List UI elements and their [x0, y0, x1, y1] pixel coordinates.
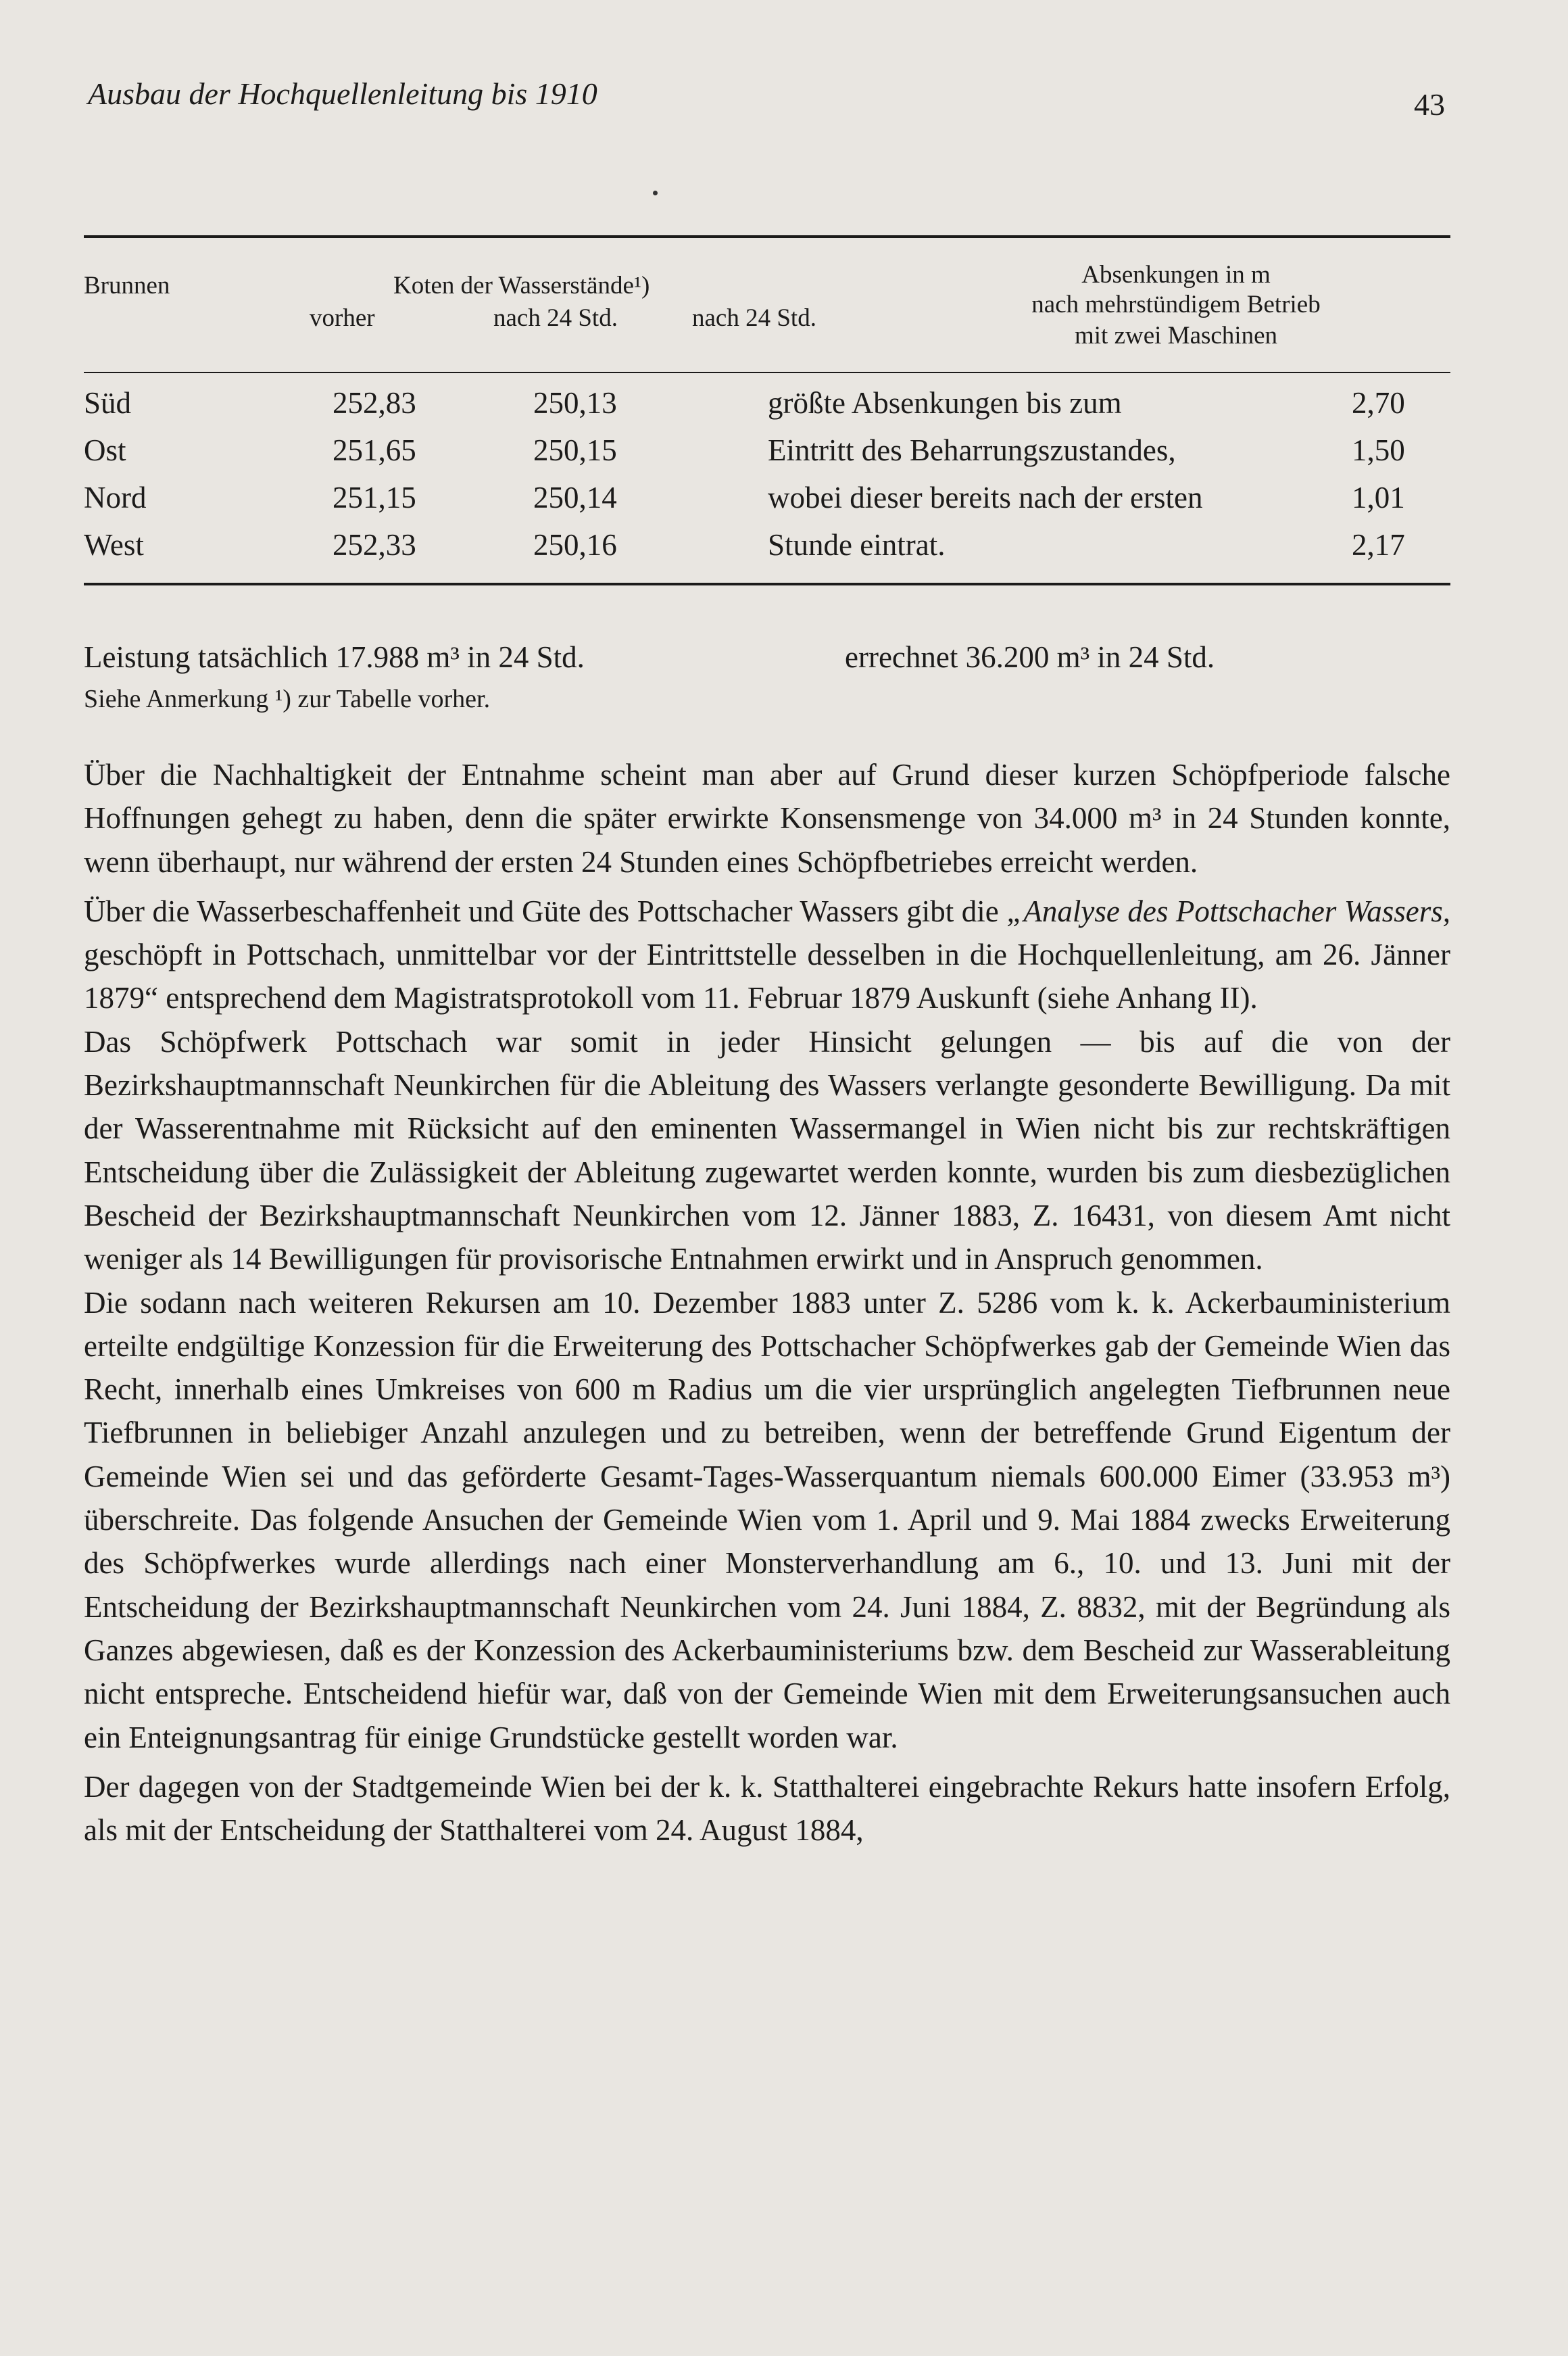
table-row — [84, 480, 1450, 527]
cell-note: größte Absenkungen bis zum — [768, 386, 1122, 420]
cell-nach-24-std: 250,16 — [533, 528, 617, 562]
italic-title: „Analyse des Pottschacher Wassers, — [1006, 894, 1450, 928]
table-row — [84, 527, 1450, 575]
header-absenkungen-2: nach mehrstündigem Betrieb — [1031, 291, 1321, 318]
summary-calculated: errechnet 36.200 m³ in 24 Std. — [845, 640, 1215, 674]
paragraph: Der dagegen von der Stadtgemeinde Wien bei der k. k. Statthalterei eingebrachte Rekurs hatte insofern Erfolg, als mit der Entscheidung der Statthalterei vom 24. August 1884, — [84, 1769, 1450, 1848]
cell-brunnen: West — [84, 528, 144, 562]
cell-note: wobei dieser bereits nach der ersten — [768, 481, 1203, 514]
header-vorher: vorher — [310, 304, 375, 332]
paragraph-text: geschöpft in Pottschach, unmittelbar vor der Eintrittstelle desselben in die Hochquellenleitung, am 26. Jänner 1879“ entsprechend dem Magistratsprotokoll vom 11. Februar 1879 Auskunft (siehe Anhang II). — [84, 938, 1450, 1015]
table-row — [84, 433, 1450, 480]
cell-nach-24-std: 250,13 — [533, 386, 617, 420]
cell-note: Stunde eintrat. — [768, 528, 946, 562]
body-text — [84, 753, 1450, 1852]
table-footnote: Siehe Anmerkung ¹) zur Tabelle vorher. — [84, 685, 491, 713]
cell-brunnen: Süd — [84, 386, 132, 420]
table-bottom-rule — [84, 583, 1450, 585]
header-absenkungen-1: Absenkungen in m — [1081, 261, 1271, 289]
page-number: 43 — [1414, 87, 1445, 122]
cell-vorher: 251,15 — [333, 481, 416, 514]
paragraph — [84, 890, 1450, 1020]
print-speck — [653, 191, 658, 195]
cell-vorher: 251,65 — [333, 433, 416, 467]
header-nach-24-std-2: nach 24 Std. — [692, 304, 816, 332]
header-nach-24-std-1: nach 24 Std. — [493, 304, 618, 332]
paragraph: Über die Nachhaltigkeit der Entnahme scheint man aber auf Grund dieser kurzen Schöpfperiode falsche Hoffnungen gehegt zu haben, denn die später erwirkte Konsensmenge von 34.000 m³ in 24 Stunden konnte, wenn überhaupt, nur während der ersten 24 Stunden eines Schöpfbetriebes erreicht werden. — [84, 758, 1450, 879]
cell-absenkung: 2,70 — [1352, 386, 1405, 420]
cell-absenkung: 1,01 — [1352, 481, 1405, 514]
cell-brunnen: Nord — [84, 481, 147, 514]
paragraph-text: Über die Wasserbeschaffenheit und Güte des Pottschacher Wassers gibt die — [84, 894, 1007, 928]
table-row — [84, 385, 1450, 433]
cell-nach-24-std: 250,15 — [533, 433, 617, 467]
cell-absenkung: 1,50 — [1352, 433, 1405, 467]
header-koten-group: Koten der Wasserstände¹) — [393, 272, 650, 299]
header-brunnen: Brunnen — [84, 272, 170, 299]
running-title: Ausbau der Hochquellenleitung bis 1910 — [88, 76, 597, 111]
cell-note: Eintritt des Beharrungszustandes, — [768, 433, 1176, 467]
cell-vorher: 252,33 — [333, 528, 416, 562]
summary-actual: Leistung tatsächlich 17.988 m³ in 24 Std. — [84, 640, 585, 674]
header-absenkungen-3: mit zwei Maschinen — [1074, 322, 1278, 350]
cell-vorher: 252,83 — [333, 386, 416, 420]
paragraph: Die sodann nach weiteren Rekursen am 10. Dezember 1883 unter Z. 5286 vom k. k. Ackerbauministerium erteilte endgültige Konzession für die Erweiterung des Pottschacher Schöpfwerkes gab der Gemeinde Wien das Recht, innerhalb eines Umkreises von 600 m Radius um die vier ursprünglich angelegten Tiefbrunnen neue Tiefbrunnen in beliebiger Anzahl anzulegen und zu betreiben, wenn der betreffende Grund Eigentum der Gemeinde Wien sei und das geförderte Gesamt-Tages-Wasserquantum niemals 600.000 Eimer (33.953 m³) überschreite. Das folgende Ansuchen der Gemeinde Wien vom 1. April und 9. Mai 1884 zwecks Erweiterung des Schöpfwerkes wurde allerdings nach einer Monsterverhandlung am 6., 10. und 13. Juni mit der Entscheidung der Bezirkshauptmannschaft Neunkirchen vom 24. Juni 1884, Z. 8832, mit der Begründung als Ganzes abgewiesen, daß es der Konzession des Ackerbauministeriums bzw. dem Bescheid zur Wasserableitung nicht entspreche. Entscheidend hiefür war, daß von der Gemeinde Wien mit dem Erweiterungsansuchen auch ein Enteignungsantrag für einige Grundstücke gestellt worden war. — [84, 1285, 1450, 1754]
table-top-rule — [84, 235, 1450, 238]
cell-absenkung: 2,17 — [1352, 528, 1405, 562]
cell-brunnen: Ost — [84, 433, 126, 467]
paragraph: Das Schöpfwerk Pottschach war somit in jeder Hinsicht gelungen — bis auf die von der Bezirkshauptmannschaft Neunkirchen für die Ableitung des Wassers verlangte gesonderte Bewilligung. Da mit der Wasserentnahme mit Rücksicht auf den eminenten Wassermangel in Wien nicht bis zur rechtskräftigen Entscheidung über die Zulässigkeit der Ableitung zugewartet werden konnte, wurden bis zum diesbezüglichen Bescheid der Bezirkshauptmannschaft Neunkirchen vom 12. Jänner 1883, Z. 16431, von diesem Amt nicht weniger als 14 Bewilligungen für provisorische Entnahmen erwirkt und in Anspruch genommen. — [84, 1024, 1450, 1276]
cell-nach-24-std: 250,14 — [533, 481, 617, 514]
table-header-rule — [84, 372, 1450, 373]
